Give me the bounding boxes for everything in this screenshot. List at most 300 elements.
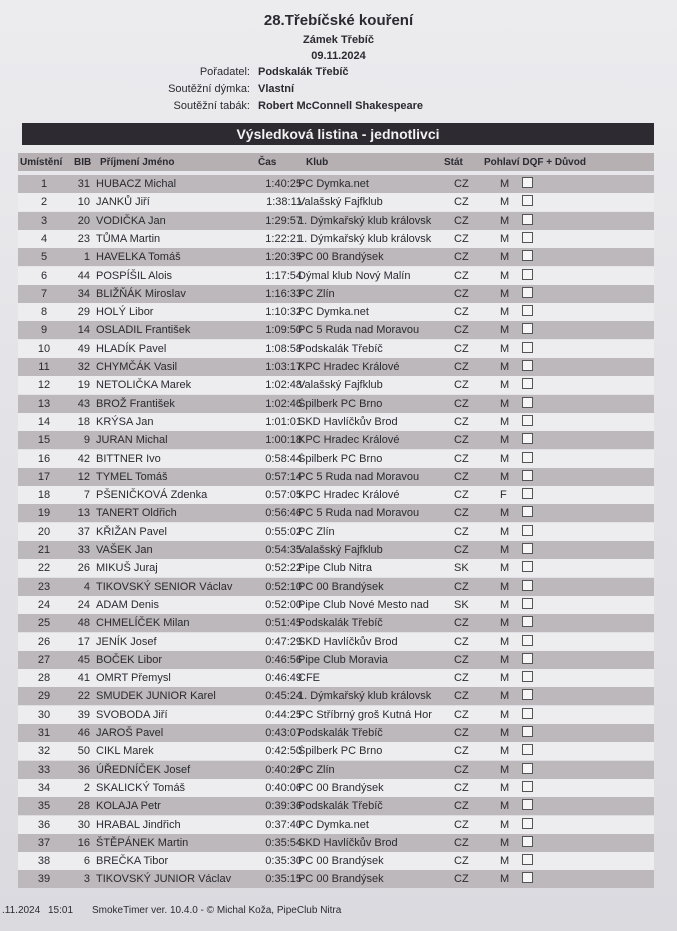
cell-state: CZ (454, 178, 469, 190)
table-row (18, 651, 654, 669)
table-row (18, 633, 654, 651)
cell-gender: M (500, 232, 510, 245)
cell-gender: M (500, 269, 510, 282)
table-row (18, 687, 654, 705)
dqf-checkbox[interactable] (522, 561, 533, 572)
cell-gender: M (500, 672, 510, 685)
cell-time: 0:40:06 (265, 781, 302, 794)
cell-gender: M (500, 598, 510, 611)
event-venue: Zámek Třebíč (303, 34, 374, 46)
cell-rank: 14 (37, 415, 51, 428)
cell-gender: M (500, 781, 510, 794)
table-row (18, 248, 654, 266)
cell-name: HRABAL Jindřich (96, 818, 181, 831)
footer-time: 15:01 (48, 905, 74, 916)
cell-state: SK (454, 562, 469, 575)
cell-gender: M (500, 855, 510, 868)
dqf-checkbox[interactable] (522, 342, 533, 353)
cell-name: CIKL Marek (96, 745, 154, 758)
cell-time: 1:08:58 (265, 342, 302, 355)
table-row (18, 413, 654, 431)
dqf-checkbox[interactable] (522, 744, 533, 755)
cell-time: 0:52:00 (265, 598, 302, 611)
cell-club: PC 00 Brandýsek (298, 855, 384, 868)
cell-bib: 30 (77, 818, 90, 831)
cell-name: VAŠEK Jan (96, 544, 153, 556)
cell-bib: 42 (77, 452, 90, 465)
cell-time: 0:57:14 (265, 470, 302, 483)
col-rank: Umístění (20, 157, 63, 168)
table-row (18, 486, 654, 504)
dqf-checkbox[interactable] (522, 525, 533, 536)
dqf-checkbox[interactable] (522, 872, 533, 883)
cell-rank: 25 (37, 617, 51, 630)
cell-bib: 24 (77, 598, 90, 611)
cell-rank: 21 (37, 544, 51, 556)
cell-state: CZ (454, 287, 469, 300)
cell-gender: M (500, 562, 510, 575)
cell-bib: 10 (77, 196, 90, 209)
cell-time: 1:02:46 (265, 397, 302, 410)
table-row (18, 614, 654, 632)
cell-state: CZ (454, 617, 469, 630)
cell-state: CZ (454, 379, 469, 392)
cell-club: Podskalák Třebíč (298, 617, 383, 630)
cell-gender: M (500, 507, 510, 520)
cell-name: JENÍK Josef (96, 635, 157, 648)
organizer-label: Pořadatel: (199, 66, 250, 78)
organizer-value: Podskalák Třebíč (258, 66, 349, 78)
cell-gender: M (500, 727, 510, 739)
cell-gender: M (500, 287, 510, 300)
cell-club: Pipe Club Moravia (298, 653, 388, 666)
cell-time: 1:17:54 (265, 269, 302, 282)
cell-gender: M (500, 379, 510, 392)
pipe-label: Soutěžní dýmka: (168, 83, 250, 95)
table-row (18, 742, 654, 760)
event-date: 09.11.2024 (311, 50, 366, 62)
cell-rank: 24 (37, 598, 51, 611)
table-row (18, 340, 654, 358)
cell-rank: 27 (37, 653, 51, 666)
cell-rank: 3 (40, 214, 48, 227)
cell-gender: M (500, 214, 510, 227)
cell-bib: 37 (77, 525, 90, 538)
cell-gender: M (500, 690, 510, 703)
cell-rank: 20 (37, 525, 51, 538)
cell-rank: 30 (37, 708, 51, 721)
cell-time: 0:43:07 (265, 727, 302, 739)
cell-rank: 13 (37, 397, 51, 410)
cell-name: CHMELÍČEK Milan (96, 617, 190, 630)
cell-club: PC Zlín (298, 763, 335, 776)
dqf-checkbox[interactable] (522, 397, 533, 408)
table-row (18, 212, 654, 230)
cell-club: Pipe Club Nové Mesto nad (298, 598, 429, 611)
cell-club: 1. Dýmkařský klub královsk (298, 232, 432, 245)
cell-club: PC Dymka.net (298, 306, 369, 319)
table-row (18, 706, 654, 724)
cell-bib: 23 (77, 232, 90, 245)
cell-name: TYMEL Tomáš (96, 470, 168, 483)
cell-time: 1:29:57 (265, 214, 302, 227)
cell-state: CZ (454, 635, 469, 648)
cell-rank: 33 (37, 763, 51, 776)
dqf-checkbox[interactable] (522, 836, 533, 847)
dqf-checkbox[interactable] (522, 287, 533, 298)
cell-name: HLADÍK Pavel (96, 342, 167, 355)
table-row (18, 724, 654, 742)
cell-bib: 50 (77, 745, 90, 758)
cell-rank: 2 (40, 196, 48, 209)
cell-club: PC 00 Brandýsek (298, 873, 384, 886)
cell-rank: 12 (37, 379, 51, 392)
cell-time: 0:44:25 (265, 708, 302, 721)
cell-gender: M (500, 708, 510, 721)
dqf-checkbox[interactable] (522, 616, 533, 627)
cell-bib: 46 (77, 727, 90, 739)
cell-club: Valašský Fajfklub (298, 544, 383, 556)
cell-time: 0:58:44 (265, 452, 302, 465)
cell-rank: 7 (40, 287, 48, 300)
dqf-checkbox[interactable] (522, 195, 533, 206)
table-row (18, 779, 654, 797)
cell-club: KPC Hradec Králové (298, 434, 400, 447)
cell-state: CZ (454, 342, 469, 355)
cell-club: PC 5 Ruda nad Moravou (298, 324, 420, 337)
cell-state: CZ (454, 855, 469, 868)
results-banner: Výsledková listina - jednotlivci (22, 123, 654, 145)
cell-time: 0:47:29 (265, 635, 302, 648)
cell-time: 1:22:21 (265, 232, 302, 245)
dqf-checkbox[interactable] (522, 323, 533, 334)
table-row (18, 450, 654, 468)
cell-time: 0:40:26 (265, 763, 302, 776)
cell-state: CZ (454, 196, 469, 209)
cell-name: NETOLIČKA Marek (96, 379, 192, 392)
cell-gender: M (500, 635, 510, 648)
cell-rank: 36 (37, 818, 51, 831)
cell-name: MIKUŠ Juraj (96, 562, 158, 575)
cell-gender: M (500, 653, 510, 666)
table-row (18, 797, 654, 815)
cell-name: JAROŠ Pavel (96, 727, 164, 739)
cell-rank: 38 (37, 855, 51, 868)
cell-time: 1:40:25 (265, 178, 302, 190)
cell-time: 1:01:01 (265, 415, 302, 428)
cell-club: PC 00 Brandýsek (298, 781, 384, 794)
cell-club: Podskalák Třebíč (298, 342, 383, 355)
cell-time: 0:54:35 (265, 544, 302, 556)
cell-time: 0:51:45 (265, 617, 302, 630)
cell-time: 0:56:46 (265, 507, 302, 520)
cell-state: CZ (454, 580, 469, 593)
cell-time: 1:16:33 (265, 287, 302, 300)
cell-name: TANERT Oldřich (96, 507, 177, 520)
cell-club: PC Dymka.net (298, 178, 369, 190)
cell-state: CZ (454, 324, 469, 337)
col-time: Čas (258, 157, 277, 168)
cell-gender: M (500, 196, 510, 209)
cell-gender: M (500, 178, 510, 190)
cell-name: CHYMČÁK Vasil (96, 361, 178, 373)
table-row (18, 230, 654, 248)
dqf-checkbox[interactable] (522, 781, 533, 792)
dqf-checkbox[interactable] (522, 378, 533, 389)
cell-time: 0:35:30 (265, 855, 302, 868)
cell-name: BITTNER Ivo (96, 452, 161, 465)
cell-gender: M (500, 434, 510, 447)
cell-name: KOLAJA Petr (96, 800, 161, 813)
cell-bib: 34 (77, 287, 90, 300)
cell-state: CZ (454, 269, 469, 282)
cell-bib: 6 (83, 855, 90, 868)
cell-club: Podskalák Třebíč (298, 800, 383, 813)
dqf-checkbox[interactable] (522, 726, 533, 737)
cell-bib: 4 (83, 580, 90, 593)
table-row (18, 321, 654, 339)
cell-name: SMUDEK JUNIOR Karel (96, 690, 216, 703)
cell-bib: 33 (77, 544, 90, 556)
dqf-checkbox[interactable] (522, 854, 533, 865)
cell-bib: 1 (83, 251, 90, 264)
cell-rank: 4 (40, 232, 48, 245)
cell-bib: 49 (77, 342, 90, 355)
cell-bib: 39 (77, 708, 90, 721)
cell-name: OSLADIL František (96, 324, 191, 337)
table-row (18, 596, 654, 614)
cell-name: BOČEK Libor (96, 653, 163, 666)
cell-rank: 10 (37, 342, 51, 355)
cell-bib: 44 (77, 269, 90, 282)
cell-time: 0:46:49 (265, 672, 302, 685)
table-row (18, 358, 654, 376)
cell-time: 0:35:54 (265, 836, 302, 849)
cell-bib: 22 (77, 690, 90, 703)
table-row (18, 395, 654, 413)
cell-rank: 11 (38, 361, 50, 373)
cell-bib: 13 (77, 507, 90, 520)
dqf-checkbox[interactable] (522, 506, 533, 517)
table-row (18, 267, 654, 285)
dqf-checkbox[interactable] (522, 488, 533, 499)
dqf-checkbox[interactable] (522, 232, 533, 243)
cell-bib: 3 (83, 873, 90, 886)
dqf-checkbox[interactable] (522, 653, 533, 664)
cell-club: 1. Dýmkařský klub královsk (298, 214, 432, 227)
cell-name: JURAN Michal (96, 434, 168, 447)
cell-state: CZ (454, 507, 469, 520)
cell-gender: M (500, 836, 510, 849)
cell-state: CZ (454, 232, 469, 245)
footer-software: SmokeTimer ver. 10.4.0 - © Michal Koža, PipeClub Nitra (92, 905, 342, 916)
cell-bib: 16 (77, 836, 90, 849)
cell-name: BREČKA Tibor (96, 855, 169, 868)
cell-bib: 7 (83, 489, 90, 502)
cell-gender: M (500, 415, 510, 428)
dqf-checkbox[interactable] (522, 708, 533, 719)
cell-time: 0:39:36 (265, 800, 302, 813)
cell-rank: 1 (40, 178, 48, 190)
cell-name: HOLÝ Libor (96, 306, 154, 319)
cell-name: OMRT Přemysl (96, 672, 171, 685)
cell-bib: 41 (77, 672, 90, 685)
cell-gender: M (500, 745, 510, 758)
table-row (18, 816, 654, 834)
table-row (18, 559, 654, 577)
cell-state: CZ (454, 470, 469, 483)
table-row (18, 852, 654, 870)
table-row (18, 303, 654, 321)
dqf-checkbox[interactable] (522, 269, 533, 280)
cell-rank: 9 (40, 324, 48, 337)
table-row (18, 193, 654, 211)
cell-club: PC Stříbrný groš Kutná Hor (298, 708, 432, 721)
cell-club: KPC Hradec Králové (298, 489, 400, 502)
col-club: Klub (306, 157, 329, 168)
cell-club: Špilberk PC Brno (298, 397, 383, 410)
table-row (18, 431, 654, 449)
dqf-checkbox[interactable] (522, 635, 533, 646)
table-header (18, 153, 654, 171)
cell-club: Dýmal klub Nový Malín (298, 269, 411, 282)
tobacco-label: Soutěžní tabák: (173, 100, 250, 112)
col-name: Příjmení Jméno (100, 157, 175, 168)
cell-state: CZ (454, 452, 469, 465)
dqf-checkbox[interactable] (522, 214, 533, 225)
pipe-value: Vlastní (258, 83, 295, 95)
table-row (18, 523, 654, 541)
cell-club: PC 5 Ruda nad Moravou (298, 507, 420, 520)
cell-name: TIKOVSKÝ JUNIOR Václav (96, 873, 232, 886)
cell-name: TŮMA Martin (96, 232, 161, 245)
cell-bib: 26 (77, 562, 90, 575)
footer-date: .11.2024 (2, 905, 41, 916)
tobacco-value: Robert McConnell Shakespeare (258, 100, 424, 112)
cell-name: KŘIŽAN Pavel (96, 525, 167, 538)
cell-name: ADAM Denis (96, 598, 159, 611)
cell-rank: 8 (40, 306, 48, 319)
dqf-checkbox[interactable] (522, 360, 533, 371)
cell-rank: 16 (37, 452, 51, 465)
cell-time: 1:09:50 (265, 324, 302, 337)
dqf-checkbox[interactable] (522, 689, 533, 700)
table-row (18, 468, 654, 486)
cell-gender: M (500, 617, 510, 630)
dqf-checkbox[interactable] (522, 763, 533, 774)
dqf-checkbox[interactable] (522, 433, 533, 444)
cell-time: 0:45:24 (265, 690, 302, 703)
cell-club: Podskalák Třebíč (298, 727, 383, 739)
cell-club: PC Dymka.net (298, 818, 369, 831)
dqf-checkbox[interactable] (522, 177, 533, 188)
cell-club: PC 5 Ruda nad Moravou (298, 470, 420, 483)
cell-time: 1:38:11 (266, 196, 302, 209)
cell-time: 1:03:17 (265, 361, 302, 373)
cell-rank: 39 (37, 873, 51, 886)
cell-bib: 45 (77, 653, 90, 666)
cell-club: CFE (298, 672, 320, 685)
cell-rank: 6 (40, 269, 48, 282)
col-bib: BIB (74, 157, 92, 168)
cell-gender: M (500, 251, 510, 264)
table-row (18, 578, 654, 596)
cell-name: JANKŮ Jiří (96, 196, 150, 209)
dqf-checkbox[interactable] (522, 470, 533, 481)
cell-bib: 28 (77, 800, 90, 813)
cell-state: CZ (454, 525, 469, 538)
cell-rank: 15 (37, 434, 51, 447)
dqf-checkbox[interactable] (522, 543, 533, 554)
cell-bib: 43 (77, 397, 90, 410)
cell-gender: M (500, 306, 510, 319)
cell-club: Valašský Fajfklub (298, 379, 383, 392)
cell-rank: 23 (37, 580, 51, 593)
cell-time: 1:20:35 (265, 251, 302, 264)
dqf-checkbox[interactable] (522, 452, 533, 463)
cell-name: PŠENIČKOVÁ Zdenka (96, 489, 208, 502)
cell-state: CZ (454, 781, 469, 794)
cell-gender: M (500, 818, 510, 831)
cell-club: Valašský Fajfklub (298, 196, 383, 209)
cell-gender: M (500, 397, 510, 410)
dqf-checkbox[interactable] (522, 598, 533, 609)
cell-bib: 31 (77, 178, 90, 190)
event-title: 28.Třebíčské kouření (263, 12, 414, 29)
cell-bib: 19 (77, 379, 90, 392)
cell-club: SKD Havlíčkův Brod (298, 415, 398, 428)
dqf-checkbox[interactable] (522, 671, 533, 682)
cell-rank: 32 (37, 745, 51, 758)
cell-name: BROŽ František (96, 397, 175, 410)
cell-club: PC 00 Brandýsek (298, 251, 384, 264)
dqf-checkbox[interactable] (522, 799, 533, 810)
cell-state: CZ (454, 818, 469, 831)
cell-rank: 18 (37, 489, 51, 502)
cell-time: 0:46:56 (265, 653, 302, 666)
cell-state: CZ (454, 836, 469, 849)
dqf-checkbox[interactable] (522, 250, 533, 261)
cell-club: SKD Havlíčkův Brod (298, 836, 398, 849)
cell-gender: F (500, 489, 507, 502)
cell-gender: M (500, 470, 510, 483)
table-row (18, 870, 654, 888)
cell-state: CZ (454, 214, 469, 227)
cell-state: CZ (454, 690, 469, 703)
cell-state: CZ (454, 873, 469, 886)
cell-gender: M (500, 361, 510, 373)
table-row (18, 761, 654, 779)
cell-time: 0:37:40 (265, 818, 302, 831)
cell-gender: M (500, 452, 510, 465)
cell-rank: 26 (37, 635, 51, 648)
dqf-checkbox[interactable] (522, 415, 533, 426)
cell-name: SKALICKÝ Tomáš (96, 781, 186, 794)
cell-name: TIKOVSKÝ SENIOR Václav (96, 580, 233, 593)
cell-time: 1:10:32 (265, 306, 302, 319)
cell-state: SK (454, 598, 469, 611)
cell-state: CZ (454, 672, 469, 685)
dqf-checkbox[interactable] (522, 305, 533, 316)
cell-rank: 37 (37, 836, 51, 849)
cell-club: PC Zlín (298, 525, 335, 538)
cell-club: KPC Hradec Králové (298, 361, 400, 373)
cell-gender: M (500, 525, 510, 538)
cell-rank: 29 (37, 690, 51, 703)
dqf-checkbox[interactable] (522, 818, 533, 829)
dqf-checkbox[interactable] (522, 580, 533, 591)
cell-rank: 19 (37, 507, 51, 520)
